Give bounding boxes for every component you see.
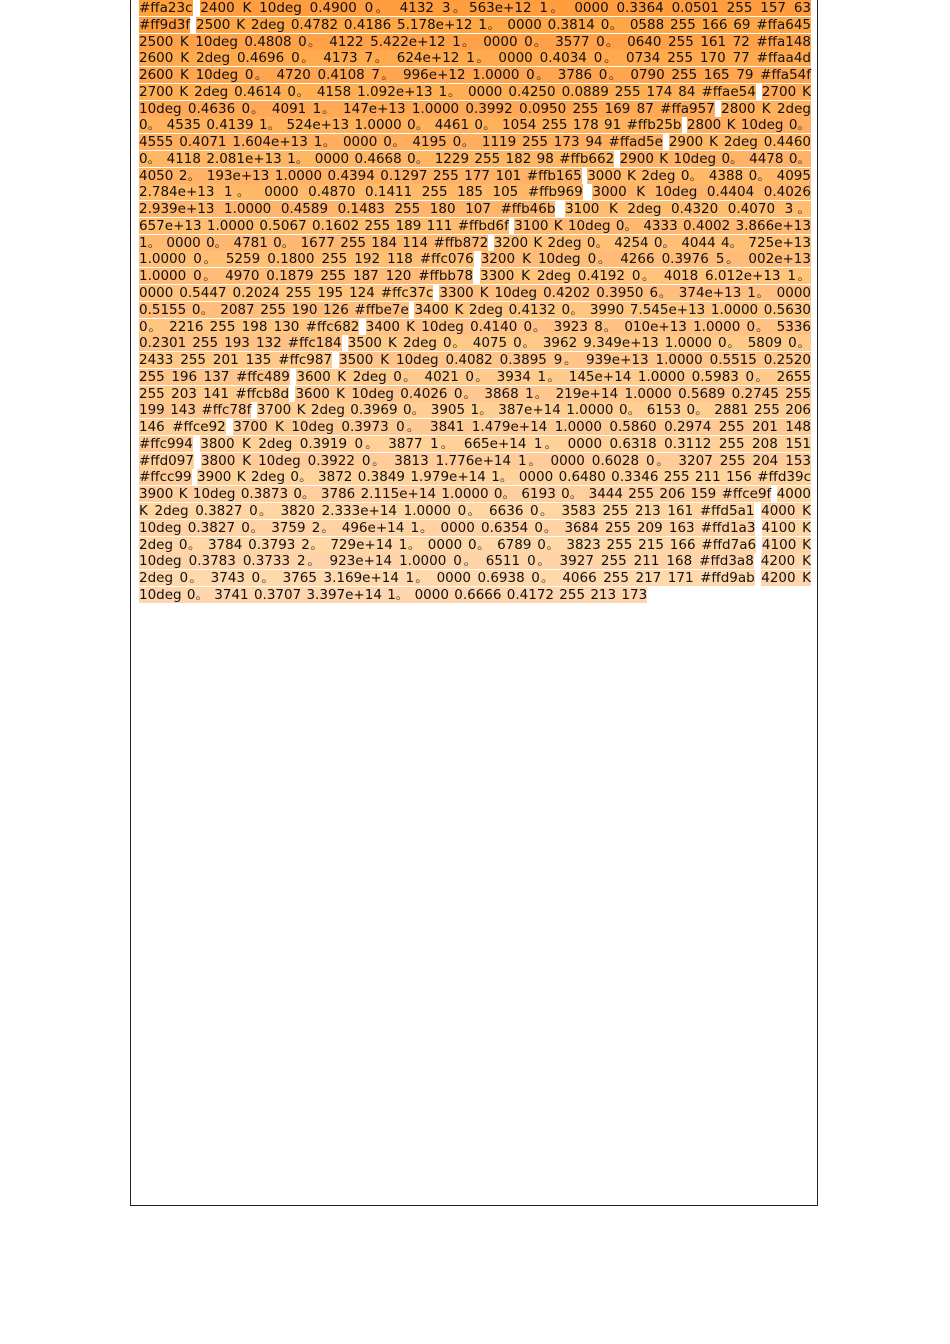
table-row: 3100 K 10deg 0。 4333 0.4002 3.866e+13 1。 0000 0。 4781 0。 1677 255 184 114 #ffb872 [139,217,811,251]
table-row: 3900 K 2deg 0。 3872 0.3849 1.979e+14 1。 0000 0.6480 0.3346 255 211 156 #ffd39c [197,469,812,486]
table-row: 2800 K 10deg 0。 4555 0.4071 1.604e+13 1。 0000 0。 4195 0。 1119 255 173 94 #ffad5e [139,117,811,151]
table-row: 3300 K 10deg 0.4202 0.3950 6。 374e+13 1。 0000 0.5155 0。 2087 255 190 126 #ffbe7e [139,285,812,318]
table-row: 2600 K 2deg 0.4696 0。 4173 7。 624e+12 1。 0000 0.4034 0。 0734 255 170 77 #ffaa4d [139,50,811,67]
table-row: 4100 K 10deg 0.3783 0.3733 2。 923e+14 1.0000 0。 6511 0。 3927 255 211 168 #ffd3a8 [139,536,811,570]
table-row: 3800 K 2deg 0.3919 0。 3877 1。 665e+14 1。 0000 0.6318 0.3112 255 208 151 #ffd097 [139,435,811,469]
table-row: 3400 K 10deg 0.4140 0。 3923 8。 010e+13 1.0000 0。 5336 0.2301 255 193 132 #ffc184 [139,318,812,352]
table-row: 3000 K 2deg 0。 4388 0。 4095 2.784e+13 1。 0000 0.4870 0.1411 255 185 105 #ffb969 [139,167,811,201]
table-row: 3700 K 10deg 0.3973 0。 3841 1.479e+14 1.0000 0.5860 0.2974 255 201 148 #ffc994 [139,419,812,452]
table-row: 3500 K 10deg 0.4082 0.3895 9。 939e+13 1.0000 0.5515 0.2520 255 196 137 #ffc489 [139,352,811,385]
table-row: 2600 K 10deg 0。 4720 0.4108 7。 996e+12 1.0000 0。 3786 0。 0790 255 165 79 #ffa54f [139,67,811,84]
table-row: 3200 K 10deg 0。 4266 0.3976 5。 002e+13 1.0000 0。 4970 0.1879 255 187 120 #ffbb78 [139,251,811,285]
table-row: 2700 K 10deg 0.4636 0。 4091 1。 147e+13 1.0000 0.3992 0.0950 255 169 87 #ffa957 [139,83,811,117]
table-row: 4000 K 10deg 0.3827 0。 3759 2。 496e+14 1。 0000 0.6354 0。 3684 255 209 163 #ffd1a3 [139,502,811,536]
table-row: 3900 K 10deg 0.3873 0。 3786 2.115e+14 1.0000 0。 6193 0。 3444 255 206 159 #ffce9f [139,486,772,503]
table-row: 2700 K 2deg 0.4614 0。 4158 1.092e+13 1。 0000 0.4250 0.0889 255 174 84 #ffae54 [139,83,756,100]
table-row: 2400 K 10deg 0.4900 0。 4132 3。563e+12 1。 0000 0.3364 0.0501 255 157 63 #ff9d3f [139,0,811,33]
blackbody-color-table [139,0,811,604]
table-row: 3800 K 10deg 0.3922 0。 3813 1.776e+14 1。 0000 0.6028 0。 3207 255 204 153 #ffcc99 [139,452,812,486]
table-row: 4000 K 2deg 0.3827 0。 3820 2.333e+14 1.0000 0。 6636 0。 3583 255 213 161 #ffd5a1 [139,486,811,519]
table-row: #ffa23c [139,0,193,16]
table-row: 4200 K 2deg 0。 3743 0。 3765 3.169e+14 1。 0000 0.6938 0。 4066 255 217 171 #ffd9ab [139,553,811,587]
table-row: 2500 K 10deg 0.4808 0。 4122 5.422e+12 1。 0000 0。 3577 0。 0640 255 161 72 #ffa148 [139,33,811,50]
table-row: 3400 K 2deg 0.4132 0。 3990 7.545e+13 1.0000 0.5630 0。 2216 255 198 130 #ffc682 [139,301,811,335]
table-row: 3000 K 10deg 0.4404 0.4026 2.939e+13 1.0000 0.4589 0.1483 255 180 107 #ffb46b [139,184,811,218]
table-row: 3700 K 2deg 0.3969 0。 3905 1。 387e+14 1.0000 0。 6153 0。 2881 255 206 146 #ffce92 [139,402,812,436]
table-row: 4200 K 10deg 0。 3741 0.3707 3.397e+14 1。 0000 0.6666 0.4172 255 213 173 [139,570,811,603]
document-page [130,0,818,1206]
table-row: 3100 K 2deg 0.4320 0.4070 3。 657e+13 1.0000 0.5067 0.1602 255 189 111 #ffbd6f [139,201,811,234]
table-row: 2800 K 2deg 0。 4535 0.4139 1。 524e+13 1.0000 0。 4461 0。 1054 255 178 91 #ffb25b [139,100,812,134]
table-row: 2900 K 2deg 0.4460 0。 4118 2.081e+13 1。 0000 0.4668 0。 1229 255 182 98 #ffb662 [139,134,811,167]
table-row: 2500 K 2deg 0.4782 0.4186 5.178e+12 1。 0000 0.3814 0。 0588 255 166 69 #ffa645 [196,16,812,33]
table-row: 3200 K 2deg 0。 4254 0。 4044 4。 725e+13 1.0000 0。 5259 0.1800 255 192 118 #ffc076 [139,234,811,268]
table-row: 2900 K 10deg 0。 4478 0。 4050 2。 193e+13 1.0000 0.4394 0.1297 255 177 101 #ffb165 [139,150,811,184]
table-row: 3500 K 2deg 0。 4075 0。 3962 9.349e+13 1.0000 0。 5809 0。 2433 255 201 135 #ffc987 [139,335,811,369]
table-row: 4100 K 2deg 0。 3784 0.3793 2。 729e+14 1。 0000 0。 6789 0。 3823 255 215 166 #ffd7a6 [139,519,811,553]
table-row: 3600 K 2deg 0。 4021 0。 3934 1。 145e+14 1.0000 0.5983 0。 2655 255 203 141 #ffcb8d [139,368,812,402]
table-row: 3600 K 10deg 0.4026 0。 3868 1。 219e+14 1.0000 0.5689 0.2745 255 199 143 #ffc78f [139,385,811,419]
table-row: 3300 K 2deg 0.4192 0。 4018 6.012e+13 1。 0000 0.5447 0.2024 255 195 124 #ffc37c [139,268,811,302]
